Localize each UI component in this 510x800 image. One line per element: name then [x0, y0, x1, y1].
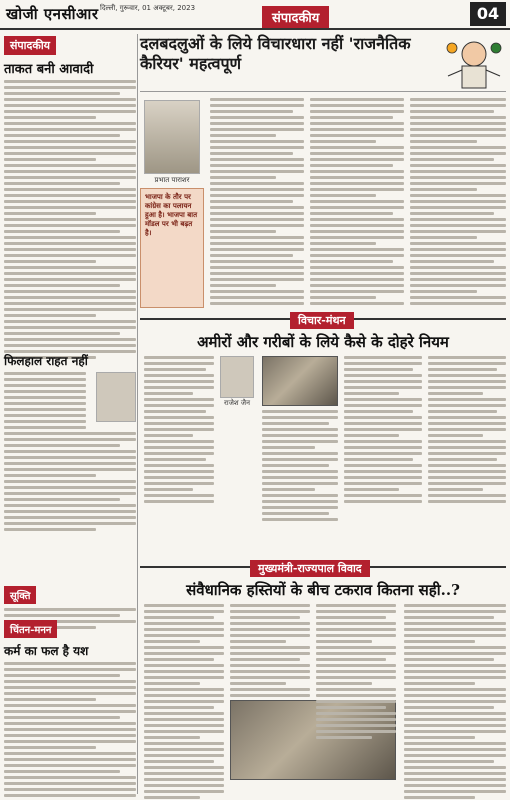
opinion-label: विचार-मंथन — [290, 312, 354, 329]
left-headline: ताकत बनी आवादी — [4, 62, 94, 77]
lead-body-col-2 — [310, 98, 404, 308]
masthead — [0, 0, 510, 30]
page-number: 04 — [470, 2, 506, 26]
opinion-author-photo — [220, 356, 254, 398]
lead-quote-text: भाजपा के तौर पर कांग्रेस का पलायन हुआ है। भाजपा बात मॉडल पर भी बढ़त है। — [145, 193, 198, 237]
cartoon-illustration — [442, 36, 506, 90]
opinion-photo — [262, 356, 338, 406]
lead-quote-box — [140, 188, 204, 308]
section-title: संपादकीय — [262, 6, 329, 28]
left-box-2-title: फिलहाल राहत नहीं — [4, 354, 88, 368]
opinion-body-col-4 — [428, 356, 506, 506]
opinion-body-col-1 — [144, 356, 214, 506]
dateline: दिल्ली, गुरूवार, 01 अक्टूबर, 2023 — [100, 4, 196, 12]
newspaper-logo: खोजी एनसीआर — [6, 5, 99, 23]
opinion-body-col-3 — [344, 356, 422, 506]
left-box-2-photo — [96, 372, 136, 422]
lead-author-caption: प्रभात पाराशर — [154, 176, 190, 184]
opinion-author-caption: राजेश जैन — [224, 399, 250, 407]
opinion-label-bar — [140, 312, 506, 328]
third-body-col-1 — [144, 604, 224, 800]
left-article-body — [4, 80, 136, 359]
lead-banner — [140, 34, 506, 92]
left-column — [4, 34, 136, 362]
lead-body-col-1 — [210, 98, 304, 308]
column-separator — [137, 34, 138, 794]
chintan-label: चिंतन-मनन — [4, 620, 57, 638]
left-section-label: संपादकीय — [4, 36, 56, 55]
opinion-body-col-2 — [262, 410, 338, 524]
third-label-bar — [140, 560, 506, 576]
lead-headline: दलबदलुओं के लिये विचारधारा नहीं 'राजनैतिक कैरियर' महत्वपूर्ण — [140, 34, 411, 73]
left-box-4 — [4, 618, 136, 800]
left-box-2 — [4, 348, 136, 534]
third-body-col-3 — [316, 604, 396, 742]
lead-body-col-3 — [410, 98, 506, 308]
chintan-headline: कर्म का फल है यश — [4, 644, 89, 658]
sukti-label: सूक्ति — [4, 586, 36, 604]
lead-author-photo — [144, 100, 200, 174]
third-headline: संवैधानिक हस्तियों के बीच टकराव कितना सही..? — [186, 581, 460, 599]
opinion-headline: अमीरों और गरीबों के लिये कैसे के दोहरे नियम — [197, 333, 449, 351]
third-label: मुख्यमंत्री-राज्यपाल विवाद — [250, 560, 370, 577]
third-body-col-4 — [404, 604, 506, 800]
